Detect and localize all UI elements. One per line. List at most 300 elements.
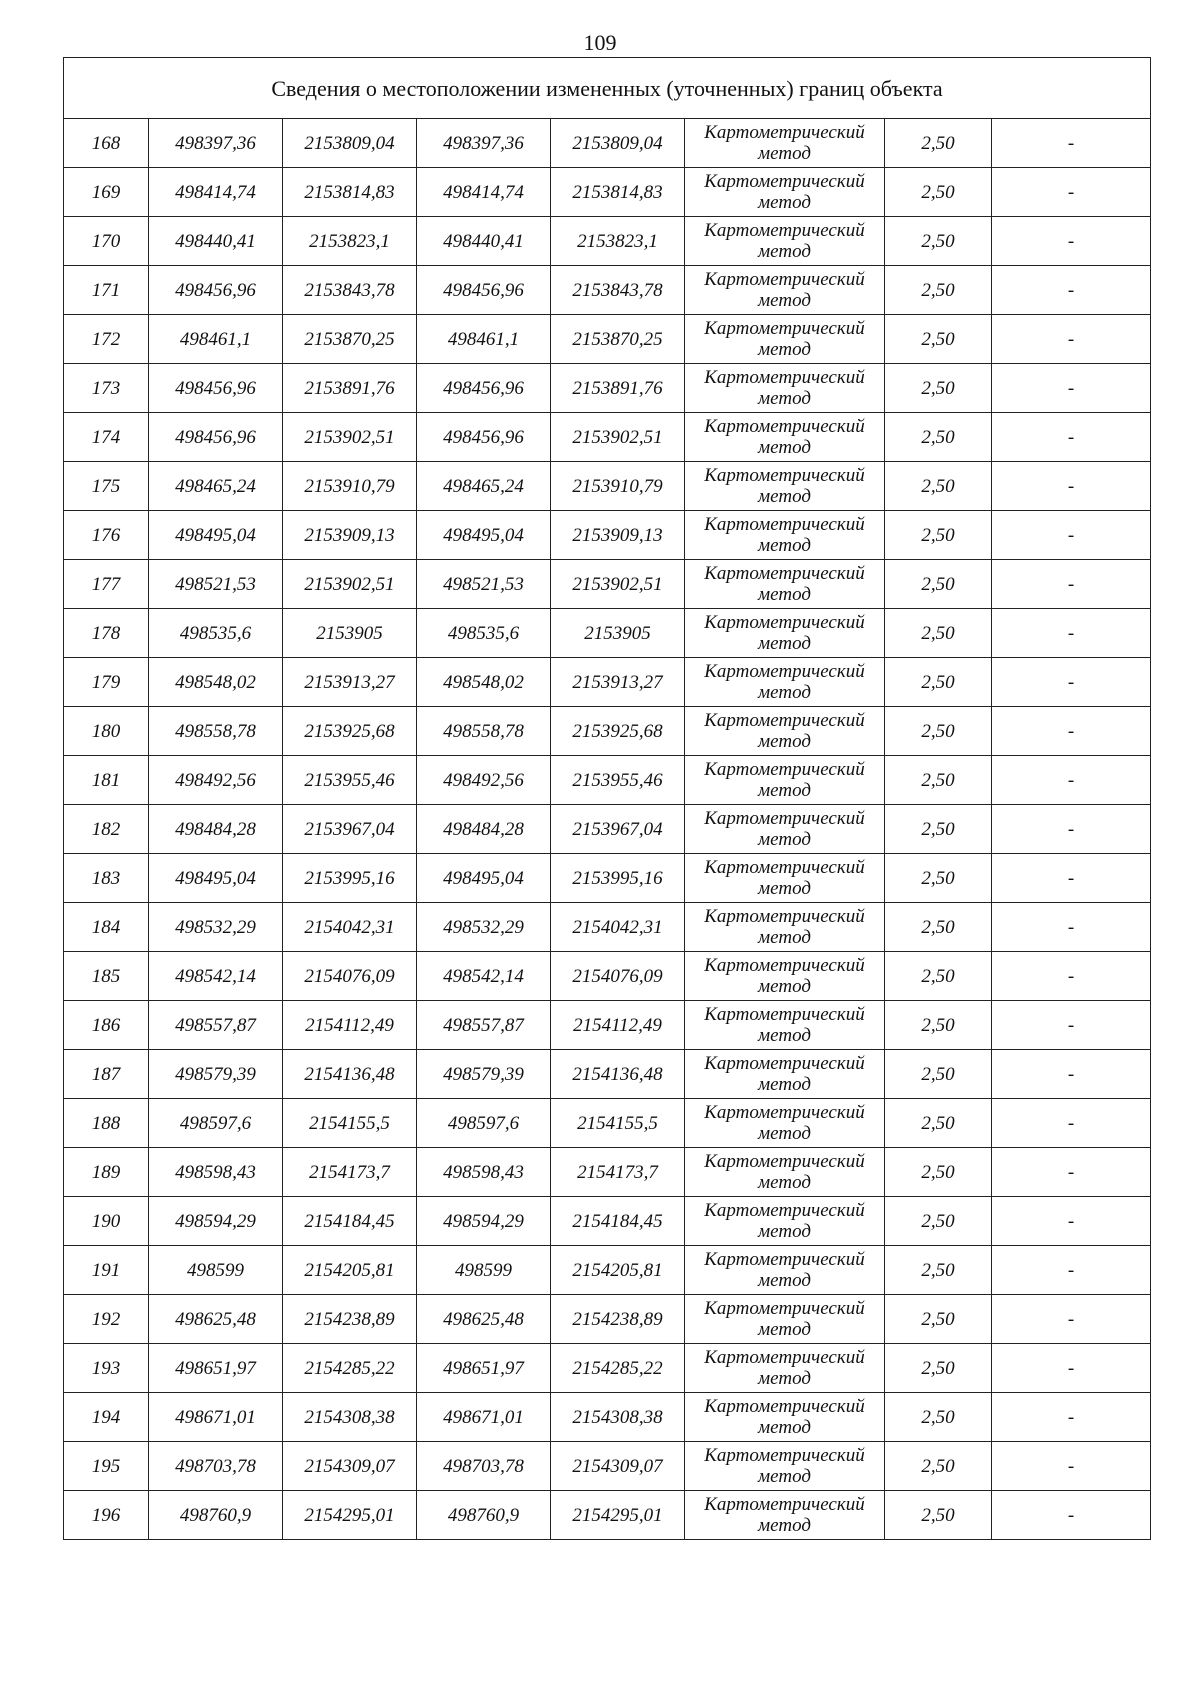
page-number: 109	[583, 30, 617, 55]
existing-y-cell: 2154076,09	[283, 952, 417, 1001]
method-line-2: метод	[758, 535, 811, 556]
table-caption-row	[64, 58, 1151, 119]
updated-y-cell: 2153902,51	[551, 560, 685, 609]
existing-x-cell: 498599	[149, 1246, 283, 1295]
updated-x-cell: 498558,78	[417, 707, 551, 756]
accuracy-cell: 2,50	[885, 511, 992, 560]
point-number-cell: 173	[64, 364, 149, 413]
updated-x-cell: 498532,29	[417, 903, 551, 952]
updated-y-cell: 2153955,46	[551, 756, 685, 805]
existing-x-cell: 498625,48	[149, 1295, 283, 1344]
updated-y-cell: 2154205,81	[551, 1246, 685, 1295]
existing-x-cell: 498461,1	[149, 315, 283, 364]
method-line-2: метод	[758, 1025, 811, 1046]
existing-x-cell: 498535,6	[149, 609, 283, 658]
existing-x-cell: 498414,74	[149, 168, 283, 217]
existing-x-cell: 498579,39	[149, 1050, 283, 1099]
existing-y-cell: 2153902,51	[283, 560, 417, 609]
updated-x-cell: 498456,96	[417, 364, 551, 413]
note-cell: -	[992, 168, 1151, 217]
method-line-1: Картометрический	[704, 1102, 865, 1123]
table-row	[64, 1050, 1151, 1099]
point-number-cell: 191	[64, 1246, 149, 1295]
note-cell: -	[992, 1442, 1151, 1491]
point-number-cell: 188	[64, 1099, 149, 1148]
updated-y-cell: 2154136,48	[551, 1050, 685, 1099]
existing-y-cell: 2153967,04	[283, 805, 417, 854]
method-line-2: метод	[758, 1417, 811, 1438]
updated-y-cell: 2153913,27	[551, 658, 685, 707]
existing-y-cell: 2153995,16	[283, 854, 417, 903]
method-line-1: Картометрический	[704, 1151, 865, 1172]
existing-x-cell: 498651,97	[149, 1344, 283, 1393]
point-number-cell: 172	[64, 315, 149, 364]
method-cell	[685, 168, 885, 217]
method-cell	[685, 658, 885, 707]
existing-x-cell: 498484,28	[149, 805, 283, 854]
table-row	[64, 413, 1151, 462]
accuracy-cell: 2,50	[885, 1050, 992, 1099]
method-line-2: метод	[758, 1123, 811, 1144]
point-number-cell: 190	[64, 1197, 149, 1246]
updated-x-cell: 498440,41	[417, 217, 551, 266]
note-cell: -	[992, 1148, 1151, 1197]
method-line-2: метод	[758, 878, 811, 899]
method-line-2: метод	[758, 1515, 811, 1536]
accuracy-cell: 2,50	[885, 266, 992, 315]
point-number-cell: 189	[64, 1148, 149, 1197]
updated-y-cell: 2153814,83	[551, 168, 685, 217]
existing-x-cell: 498456,96	[149, 413, 283, 462]
point-number-cell: 170	[64, 217, 149, 266]
method-line-1: Картометрический	[704, 1249, 865, 1270]
accuracy-cell: 2,50	[885, 1491, 992, 1540]
table-row	[64, 1344, 1151, 1393]
updated-x-cell: 498456,96	[417, 413, 551, 462]
point-number-cell: 195	[64, 1442, 149, 1491]
method-line-2: метод	[758, 731, 811, 752]
existing-x-cell: 498440,41	[149, 217, 283, 266]
accuracy-cell: 2,50	[885, 168, 992, 217]
updated-y-cell: 2154309,07	[551, 1442, 685, 1491]
method-line-1: Картометрический	[704, 1004, 865, 1025]
existing-x-cell: 498598,43	[149, 1148, 283, 1197]
updated-y-cell: 2154173,7	[551, 1148, 685, 1197]
point-number-cell: 180	[64, 707, 149, 756]
accuracy-cell: 2,50	[885, 1246, 992, 1295]
table-row	[64, 1099, 1151, 1148]
note-cell: -	[992, 1344, 1151, 1393]
accuracy-cell: 2,50	[885, 952, 992, 1001]
method-line-2: метод	[758, 192, 811, 213]
method-line-1: Картометрический	[704, 171, 865, 192]
existing-y-cell: 2154238,89	[283, 1295, 417, 1344]
note-cell: -	[992, 609, 1151, 658]
table-row	[64, 854, 1151, 903]
table-body	[64, 58, 1151, 1540]
accuracy-cell: 2,50	[885, 1344, 992, 1393]
note-cell: -	[992, 903, 1151, 952]
method-line-2: метод	[758, 1368, 811, 1389]
method-line-1: Картометрический	[704, 563, 865, 584]
existing-y-cell: 2154295,01	[283, 1491, 417, 1540]
method-cell	[685, 413, 885, 462]
existing-y-cell: 2154136,48	[283, 1050, 417, 1099]
note-cell: -	[992, 658, 1151, 707]
method-cell	[685, 952, 885, 1001]
updated-x-cell: 498495,04	[417, 511, 551, 560]
existing-x-cell: 498521,53	[149, 560, 283, 609]
updated-x-cell: 498397,36	[417, 119, 551, 168]
updated-y-cell: 2153870,25	[551, 315, 685, 364]
updated-x-cell: 498414,74	[417, 168, 551, 217]
table-row	[64, 1197, 1151, 1246]
method-line-2: метод	[758, 1221, 811, 1242]
existing-x-cell: 498558,78	[149, 707, 283, 756]
point-number-cell: 194	[64, 1393, 149, 1442]
accuracy-cell: 2,50	[885, 903, 992, 952]
method-line-1: Картометрический	[704, 1445, 865, 1466]
table-row	[64, 1295, 1151, 1344]
accuracy-cell: 2,50	[885, 217, 992, 266]
existing-y-cell: 2154205,81	[283, 1246, 417, 1295]
accuracy-cell: 2,50	[885, 315, 992, 364]
accuracy-cell: 2,50	[885, 560, 992, 609]
method-line-1: Картометрический	[704, 906, 865, 927]
method-cell	[685, 266, 885, 315]
note-cell: -	[992, 560, 1151, 609]
method-line-2: метод	[758, 241, 811, 262]
point-number-cell: 192	[64, 1295, 149, 1344]
existing-x-cell: 498548,02	[149, 658, 283, 707]
table-caption: Сведения о местоположении измененных (уточненных) границ объекта	[64, 58, 1151, 119]
method-cell	[685, 560, 885, 609]
existing-x-cell: 498597,6	[149, 1099, 283, 1148]
existing-y-cell: 2154042,31	[283, 903, 417, 952]
point-number-cell: 177	[64, 560, 149, 609]
accuracy-cell: 2,50	[885, 658, 992, 707]
method-line-1: Картометрический	[704, 808, 865, 829]
updated-y-cell: 2153843,78	[551, 266, 685, 315]
method-cell	[685, 217, 885, 266]
method-line-1: Картометрический	[704, 1200, 865, 1221]
note-cell: -	[992, 266, 1151, 315]
note-cell: -	[992, 119, 1151, 168]
updated-y-cell: 2153823,1	[551, 217, 685, 266]
note-cell: -	[992, 1393, 1151, 1442]
point-number-cell: 182	[64, 805, 149, 854]
accuracy-cell: 2,50	[885, 707, 992, 756]
accuracy-cell: 2,50	[885, 756, 992, 805]
accuracy-cell: 2,50	[885, 1001, 992, 1050]
note-cell: -	[992, 1491, 1151, 1540]
table-row	[64, 707, 1151, 756]
accuracy-cell: 2,50	[885, 609, 992, 658]
updated-x-cell: 498625,48	[417, 1295, 551, 1344]
updated-x-cell: 498599	[417, 1246, 551, 1295]
accuracy-cell: 2,50	[885, 1197, 992, 1246]
updated-x-cell: 498597,6	[417, 1099, 551, 1148]
point-number-cell: 176	[64, 511, 149, 560]
method-cell	[685, 1344, 885, 1393]
existing-x-cell: 498495,04	[149, 854, 283, 903]
point-number-cell: 178	[64, 609, 149, 658]
table-row	[64, 1148, 1151, 1197]
method-cell	[685, 1246, 885, 1295]
updated-y-cell: 2153809,04	[551, 119, 685, 168]
existing-x-cell: 498594,29	[149, 1197, 283, 1246]
accuracy-cell: 2,50	[885, 364, 992, 413]
existing-y-cell: 2153902,51	[283, 413, 417, 462]
method-cell	[685, 119, 885, 168]
existing-x-cell: 498532,29	[149, 903, 283, 952]
method-cell	[685, 315, 885, 364]
method-cell	[685, 364, 885, 413]
updated-y-cell: 2153909,13	[551, 511, 685, 560]
method-line-1: Картометрический	[704, 269, 865, 290]
updated-x-cell: 498521,53	[417, 560, 551, 609]
updated-y-cell: 2154155,5	[551, 1099, 685, 1148]
point-number-cell: 179	[64, 658, 149, 707]
boundary-coordinates-table	[63, 57, 1151, 1540]
point-number-cell: 175	[64, 462, 149, 511]
method-line-2: метод	[758, 1074, 811, 1095]
existing-y-cell: 2154155,5	[283, 1099, 417, 1148]
method-line-1: Картометрический	[704, 122, 865, 143]
method-cell	[685, 609, 885, 658]
method-cell	[685, 805, 885, 854]
table-row	[64, 315, 1151, 364]
method-line-2: метод	[758, 1270, 811, 1291]
note-cell: -	[992, 413, 1151, 462]
updated-y-cell: 2153910,79	[551, 462, 685, 511]
existing-x-cell: 498542,14	[149, 952, 283, 1001]
existing-x-cell: 498557,87	[149, 1001, 283, 1050]
point-number-cell: 186	[64, 1001, 149, 1050]
updated-x-cell: 498495,04	[417, 854, 551, 903]
method-line-1: Картометрический	[704, 661, 865, 682]
method-cell	[685, 1099, 885, 1148]
method-line-2: метод	[758, 1172, 811, 1193]
note-cell: -	[992, 315, 1151, 364]
note-cell: -	[992, 805, 1151, 854]
updated-y-cell: 2153902,51	[551, 413, 685, 462]
existing-y-cell: 2153814,83	[283, 168, 417, 217]
method-line-2: метод	[758, 437, 811, 458]
updated-x-cell: 498557,87	[417, 1001, 551, 1050]
method-cell	[685, 1050, 885, 1099]
accuracy-cell: 2,50	[885, 1393, 992, 1442]
method-line-2: метод	[758, 927, 811, 948]
accuracy-cell: 2,50	[885, 413, 992, 462]
note-cell: -	[992, 1246, 1151, 1295]
note-cell: -	[992, 854, 1151, 903]
updated-x-cell: 498461,1	[417, 315, 551, 364]
existing-x-cell: 498492,56	[149, 756, 283, 805]
table-row	[64, 952, 1151, 1001]
table-row	[64, 168, 1151, 217]
existing-y-cell: 2154184,45	[283, 1197, 417, 1246]
method-line-2: метод	[758, 388, 811, 409]
note-cell: -	[992, 217, 1151, 266]
method-line-1: Картометрический	[704, 710, 865, 731]
note-cell: -	[992, 1197, 1151, 1246]
table-row	[64, 511, 1151, 560]
method-line-2: метод	[758, 682, 811, 703]
method-line-2: метод	[758, 1466, 811, 1487]
existing-y-cell: 2153843,78	[283, 266, 417, 315]
table-row	[64, 364, 1151, 413]
table-row	[64, 805, 1151, 854]
method-line-1: Картометрический	[704, 465, 865, 486]
existing-x-cell: 498495,04	[149, 511, 283, 560]
method-line-2: метод	[758, 143, 811, 164]
note-cell: -	[992, 1099, 1151, 1148]
updated-y-cell: 2154184,45	[551, 1197, 685, 1246]
table-row	[64, 462, 1151, 511]
method-cell	[685, 707, 885, 756]
existing-y-cell: 2153870,25	[283, 315, 417, 364]
accuracy-cell: 2,50	[885, 1148, 992, 1197]
table-row	[64, 266, 1151, 315]
method-line-1: Картометрический	[704, 1396, 865, 1417]
accuracy-cell: 2,50	[885, 805, 992, 854]
method-cell	[685, 903, 885, 952]
point-number-cell: 181	[64, 756, 149, 805]
updated-y-cell: 2154042,31	[551, 903, 685, 952]
table-row	[64, 217, 1151, 266]
method-cell	[685, 1491, 885, 1540]
updated-x-cell: 498579,39	[417, 1050, 551, 1099]
method-cell	[685, 1442, 885, 1491]
accuracy-cell: 2,50	[885, 854, 992, 903]
method-line-1: Картометрический	[704, 857, 865, 878]
note-cell: -	[992, 707, 1151, 756]
note-cell: -	[992, 1001, 1151, 1050]
point-number-cell: 193	[64, 1344, 149, 1393]
method-cell	[685, 1295, 885, 1344]
updated-y-cell: 2153967,04	[551, 805, 685, 854]
existing-y-cell: 2153823,1	[283, 217, 417, 266]
point-number-cell: 184	[64, 903, 149, 952]
method-line-2: метод	[758, 290, 811, 311]
method-line-1: Картометрический	[704, 955, 865, 976]
updated-x-cell: 498760,9	[417, 1491, 551, 1540]
method-line-2: метод	[758, 486, 811, 507]
method-line-1: Картометрический	[704, 367, 865, 388]
existing-y-cell: 2154285,22	[283, 1344, 417, 1393]
accuracy-cell: 2,50	[885, 462, 992, 511]
updated-x-cell: 498535,6	[417, 609, 551, 658]
updated-x-cell: 498492,56	[417, 756, 551, 805]
existing-y-cell: 2154173,7	[283, 1148, 417, 1197]
updated-y-cell: 2154076,09	[551, 952, 685, 1001]
existing-y-cell: 2153905	[283, 609, 417, 658]
method-line-1: Картометрический	[704, 416, 865, 437]
existing-y-cell: 2154308,38	[283, 1393, 417, 1442]
table-row	[64, 756, 1151, 805]
point-number-cell: 171	[64, 266, 149, 315]
note-cell: -	[992, 364, 1151, 413]
existing-y-cell: 2154112,49	[283, 1001, 417, 1050]
accuracy-cell: 2,50	[885, 1442, 992, 1491]
updated-x-cell: 498484,28	[417, 805, 551, 854]
updated-x-cell: 498542,14	[417, 952, 551, 1001]
existing-x-cell: 498703,78	[149, 1442, 283, 1491]
method-line-1: Картометрический	[704, 1298, 865, 1319]
updated-y-cell: 2154112,49	[551, 1001, 685, 1050]
updated-y-cell: 2154295,01	[551, 1491, 685, 1540]
table-row	[64, 1491, 1151, 1540]
existing-x-cell: 498456,96	[149, 364, 283, 413]
updated-x-cell: 498671,01	[417, 1393, 551, 1442]
existing-x-cell: 498671,01	[149, 1393, 283, 1442]
accuracy-cell: 2,50	[885, 1099, 992, 1148]
existing-x-cell: 498397,36	[149, 119, 283, 168]
method-line-1: Картометрический	[704, 220, 865, 241]
table-row	[64, 1393, 1151, 1442]
existing-x-cell: 498465,24	[149, 462, 283, 511]
point-number-cell: 169	[64, 168, 149, 217]
method-cell	[685, 854, 885, 903]
point-number-cell: 174	[64, 413, 149, 462]
table-row	[64, 560, 1151, 609]
method-line-2: метод	[758, 780, 811, 801]
updated-x-cell: 498465,24	[417, 462, 551, 511]
method-line-2: метод	[758, 633, 811, 654]
table-row	[64, 1246, 1151, 1295]
existing-y-cell: 2153955,46	[283, 756, 417, 805]
table-row	[64, 1001, 1151, 1050]
method-cell	[685, 462, 885, 511]
existing-x-cell: 498456,96	[149, 266, 283, 315]
table-row	[64, 119, 1151, 168]
method-line-1: Картометрический	[704, 318, 865, 339]
method-cell	[685, 1197, 885, 1246]
point-number-cell: 183	[64, 854, 149, 903]
updated-x-cell: 498456,96	[417, 266, 551, 315]
table-row	[64, 903, 1151, 952]
method-line-1: Картометрический	[704, 1053, 865, 1074]
method-line-2: метод	[758, 976, 811, 997]
method-line-2: метод	[758, 1319, 811, 1340]
table-row	[64, 1442, 1151, 1491]
method-line-1: Картометрический	[704, 1494, 865, 1515]
method-cell	[685, 511, 885, 560]
method-line-1: Картометрический	[704, 759, 865, 780]
existing-y-cell: 2153910,79	[283, 462, 417, 511]
point-number-cell: 196	[64, 1491, 149, 1540]
method-line-2: метод	[758, 339, 811, 360]
updated-x-cell: 498594,29	[417, 1197, 551, 1246]
existing-y-cell: 2154309,07	[283, 1442, 417, 1491]
note-cell: -	[992, 462, 1151, 511]
note-cell: -	[992, 952, 1151, 1001]
updated-y-cell: 2153925,68	[551, 707, 685, 756]
existing-y-cell: 2153909,13	[283, 511, 417, 560]
note-cell: -	[992, 756, 1151, 805]
table-row	[64, 609, 1151, 658]
method-cell	[685, 1148, 885, 1197]
updated-x-cell: 498703,78	[417, 1442, 551, 1491]
updated-y-cell: 2154238,89	[551, 1295, 685, 1344]
method-line-2: метод	[758, 584, 811, 605]
updated-y-cell: 2154285,22	[551, 1344, 685, 1393]
note-cell: -	[992, 511, 1151, 560]
existing-x-cell: 498760,9	[149, 1491, 283, 1540]
existing-y-cell: 2153925,68	[283, 707, 417, 756]
note-cell: -	[992, 1050, 1151, 1099]
